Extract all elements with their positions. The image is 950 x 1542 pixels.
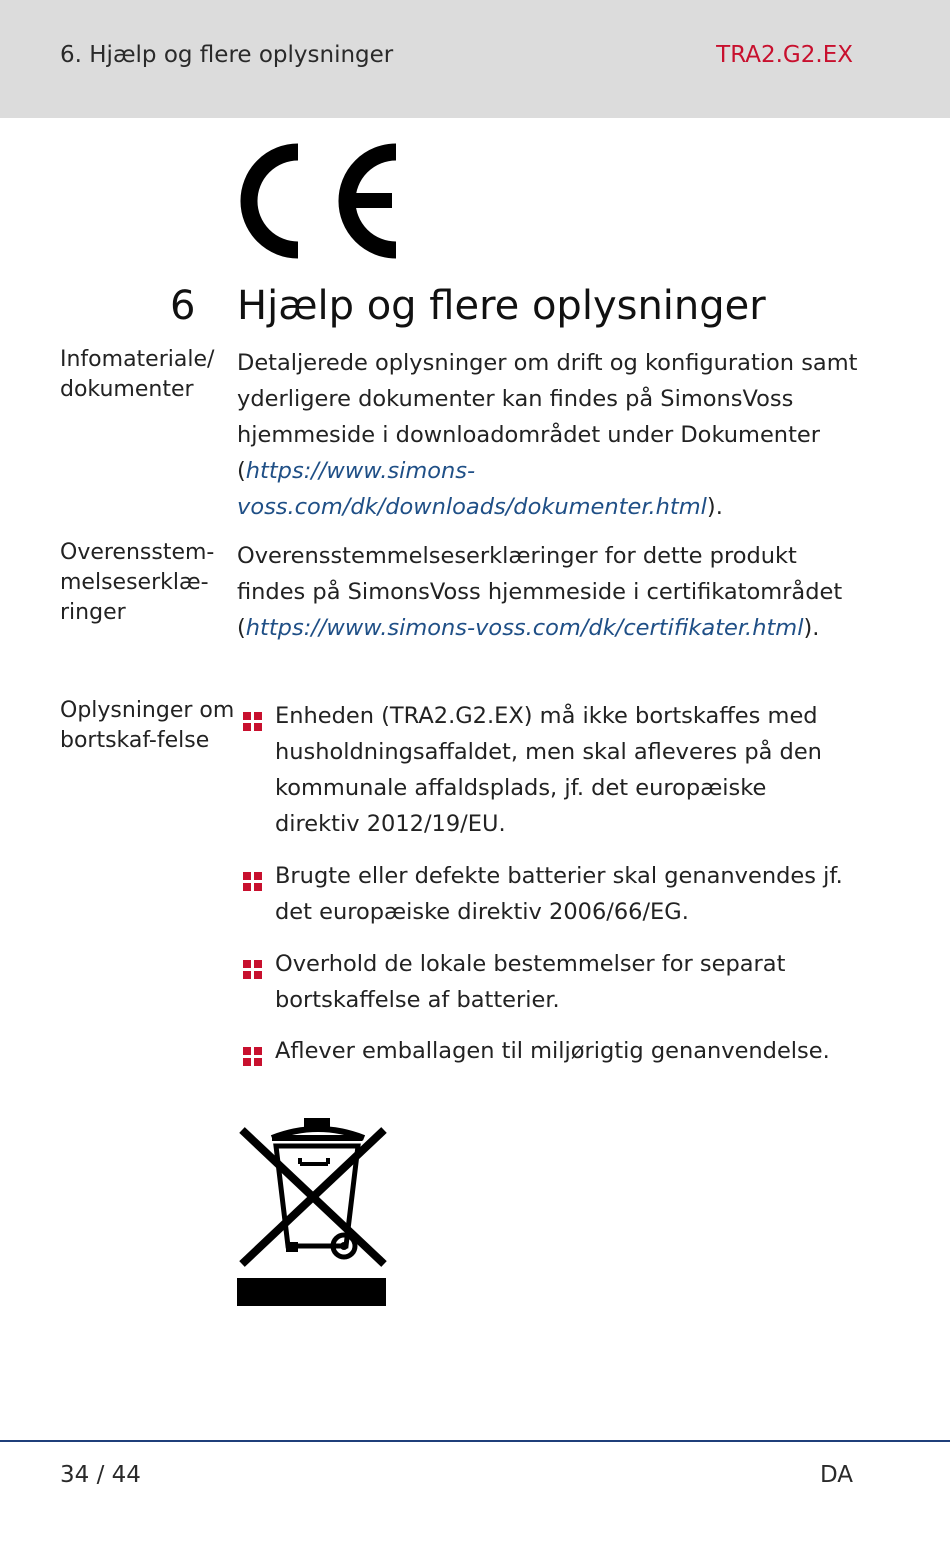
conformity-label: Overensstem-melseserklæ-ringer — [60, 540, 215, 625]
language-code: DA — [819, 1462, 853, 1488]
ce-mark-icon — [236, 142, 398, 264]
page-number: 34 / 44 — [60, 1462, 141, 1488]
section-heading — [170, 283, 766, 329]
disposal-label: Oplysninger om bortskaf-felse — [60, 698, 235, 753]
certificates-link[interactable]: https://www.simons-voss.com/dk/certifikater.html — [245, 615, 804, 641]
red-square-bullet-icon — [243, 954, 262, 990]
disposal-item-text: Overhold de lokale bestemmelser for separat bortskaffelse af batterier. — [275, 951, 786, 1013]
info-label: Infomateriale/ dokumenter — [60, 347, 215, 402]
section-number: 6 — [170, 283, 196, 329]
red-square-bullet-icon — [243, 866, 262, 902]
page-header — [0, 0, 950, 118]
conformity-text: Overensstemmelseserklæringer for dette produkt findes på SimonsVoss hjemmeside i certifikatområdet ( — [237, 543, 843, 641]
conformity-paragraph — [237, 538, 867, 646]
section-title: Hjælp og flere oplysninger — [237, 283, 766, 329]
header-product-code: TRA2.G2.EX — [716, 42, 853, 68]
documents-link[interactable]: https://www.simons-voss.com/dk/downloads/dokumenter.html — [237, 458, 707, 520]
header-chapter-title: 6. Hjælp og flere oplysninger — [60, 42, 394, 68]
red-square-bullet-icon — [243, 706, 262, 742]
info-paragraph — [237, 345, 867, 525]
footer-divider — [0, 1440, 950, 1442]
info-text: Detaljerede oplysninger om drift og konfiguration samt yderligere dokumenter kan findes på SimonsVoss hjemmeside i downloadområdet under Dokumenter ( — [237, 350, 858, 484]
disposal-item-text: Enheden (TRA2.G2.EX) må ikke bortskaffes med husholdningsaffaldet, men skal afleveres på den kommunale affaldsplads, jf. det europæiske direktiv 2012/19/EU. — [275, 703, 822, 837]
red-square-bullet-icon — [243, 1041, 262, 1077]
disposal-item-text: Brugte eller defekte batterier skal genanvendes jf. det europæiske direktiv 2006/66/EG. — [275, 863, 843, 925]
info-text-end: ). — [706, 494, 723, 520]
conformity-text-end: ). — [803, 615, 820, 641]
disposal-item-text: Aflever emballagen til miljørigtig genanvendelse. — [275, 1038, 830, 1064]
crossed-out-wheelie-bin-icon — [236, 1116, 388, 1314]
